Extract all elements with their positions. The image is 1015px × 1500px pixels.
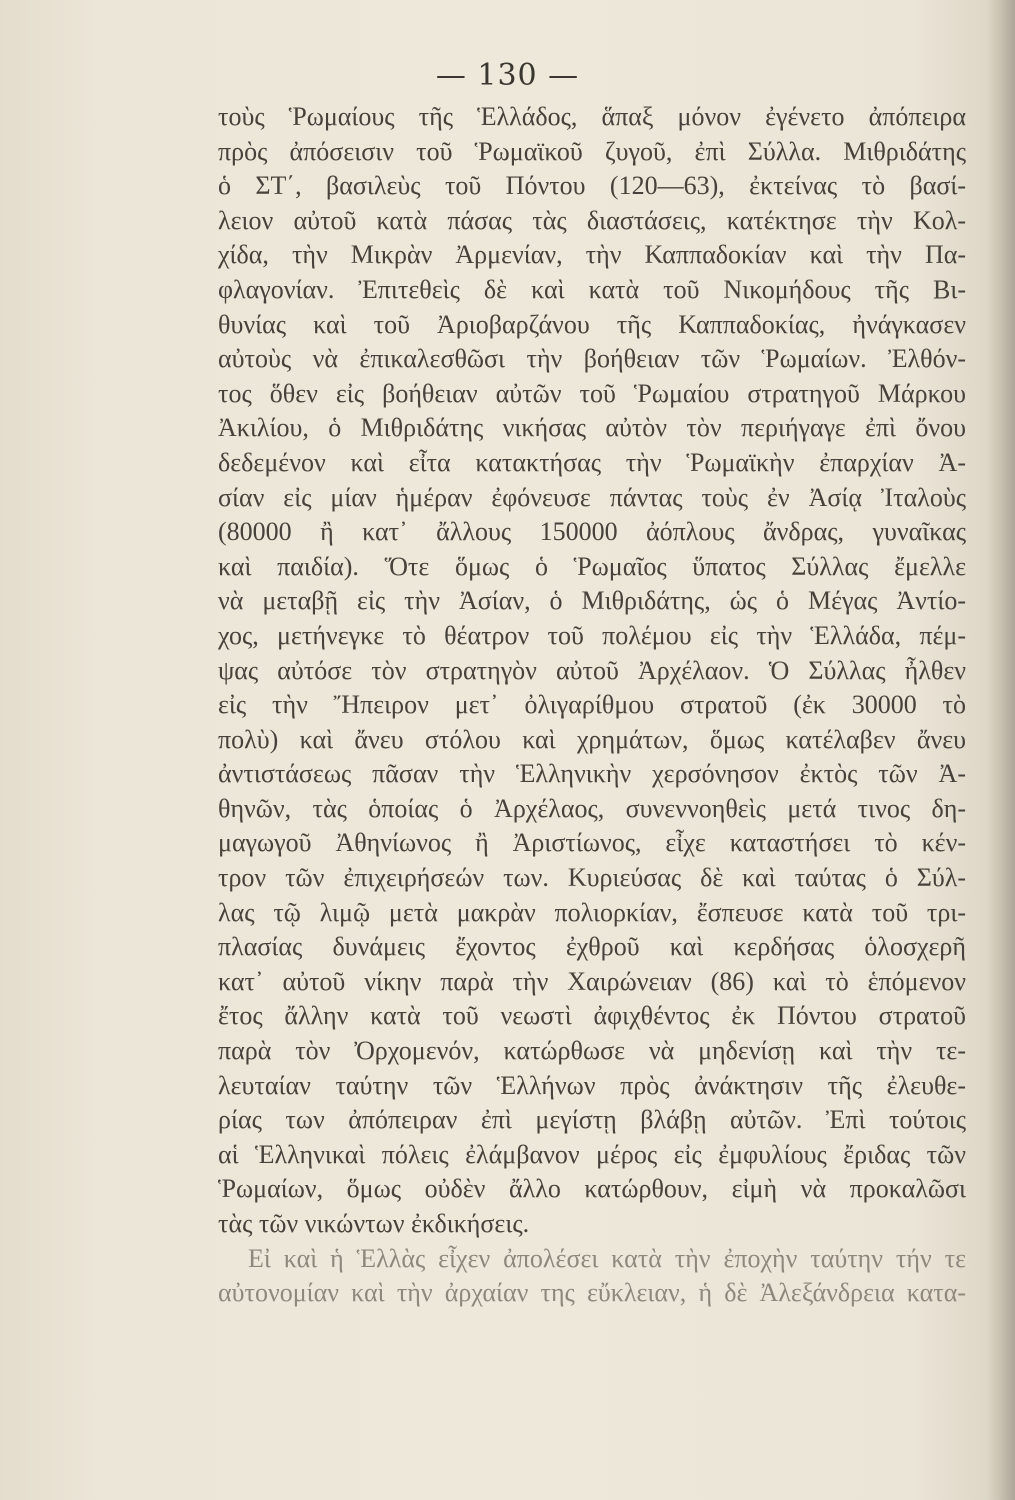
text-line: δεδεμένον καὶ εἶτα κατακτήσας τὴν Ῥωμαϊκὴν ἐπαρχίαν Ἀ- [218, 447, 966, 477]
text-line: αὐτονομίαν καὶ τὴν ἀρχαίαν της εὔκλειαν, ἡ δὲ Ἀλεξάνδρεια κατα- [218, 1278, 966, 1308]
text-line: νὰ μεταβῇ εἰς τὴν Ἀσίαν, ὁ Μιθριδάτης, ὡς ὁ Μέγας Ἀντίο- [218, 586, 966, 616]
text-line: μαγωγοῦ Ἀθηνίωνος ἢ Ἀριστίωνος, εἶχε καταστήσει τὸ κέν- [218, 828, 966, 858]
text-line: λειον αὐτοῦ κατὰ πάσας τὰς διαστάσεις, κατέκτησε τὴν Κολ- [218, 205, 966, 235]
text-line: ἀντιστάσεως πᾶσαν τὴν Ἑλληνικὴν χερσόνησον ἐκτὸς τῶν Ἀ- [218, 759, 966, 789]
text-line: Ῥωμαίων, ὅμως οὐδὲν ἄλλο κατώρθουν, εἰμὴ νὰ προκαλῶσι [218, 1174, 966, 1204]
text-line: θηνῶν, τὰς ὁποίας ὁ Ἀρχέλαος, συνεννοηθεὶς μετά τινος δη- [218, 793, 966, 823]
text-line: τοὺς Ῥωμαίους τῆς Ἑλλάδος, ἅπαξ μόνον ἐγένετο ἀπόπειρα [218, 102, 966, 131]
text-line: ἔτος ἄλλην κατὰ τοῦ νεωστὶ ἀφιχθέντος ἐκ Πόντου στρατοῦ [218, 1001, 966, 1031]
text-line: καὶ παιδία). Ὅτε ὅμως ὁ Ῥωμαῖος ὕπατος Σύλλας ἔμελλε [218, 551, 966, 581]
text-line: τὰς τῶν νικώντων ἐκδικήσεις. [218, 1209, 530, 1238]
text-line: πολὺ) καὶ ἄνευ στόλου καὶ χρημάτων, ὅμως κατέλαβεν ἄνευ [218, 724, 966, 754]
page-number: — 130 — [435, 58, 580, 93]
text-line: χίδα, τὴν Μικρὰν Ἀρμενίαν, τὴν Καππαδοκίαν καὶ τὴν Πα- [218, 240, 966, 270]
text-line: κατ᾽ αὐτοῦ νίκην παρὰ τὴν Χαιρώνειαν (86) καὶ τὸ ἑπόμενον [218, 966, 966, 996]
text-line: θυνίας καὶ τοῦ Ἀριοβαρζάνου τῆς Καππαδοκίας, ἠνάγκασεν [218, 309, 966, 339]
body-text [218, 100, 966, 1311]
paragraph-start-line: Εἰ καὶ ἡ Ἑλλὰς εἶχεν ἀπολέσει κατὰ τὴν ἐποχὴν ταύτην τήν τε [248, 1243, 966, 1273]
text-line: παρὰ τὸν Ὀρχομενόν, κατώρθωσε νὰ μηδενίσῃ καὶ τὴν τε- [218, 1036, 966, 1066]
text-line: πρὸς ἀπόσεισιν τοῦ Ῥωμαϊκοῦ ζυγοῦ, ἐπὶ Σύλλα. Μιθριδάτης [218, 136, 966, 166]
text-line: πλασίας δυνάμεις ἔχοντος ἐχθροῦ καὶ κερδήσας ὁλοσχερῆ [218, 932, 966, 962]
text-line: τος ὅθεν εἰς βοήθειαν αὐτῶν τοῦ Ῥωμαίου στρατηγοῦ Μάρκου [218, 378, 966, 408]
text-line: λας τῷ λιμῷ μετὰ μακρὰν πολιορκίαν, ἔσπευσε κατὰ τοῦ τρι- [218, 897, 966, 927]
text-line: φλαγονίαν. Ἐπιτεθεὶς δὲ καὶ κατὰ τοῦ Νικομήδους τῆς Βι- [218, 274, 966, 304]
text-line: (80000 ἢ κατ᾽ ἄλλους 150000 ἀόπλους ἄνδρας, γυναῖκας [218, 517, 966, 547]
text-line: ρίας των ἀπόπειραν ἐπὶ μεγίστῃ βλάβῃ αὐτῶν. Ἐπὶ τούτοις [218, 1105, 966, 1135]
text-line: σίαν εἰς μίαν ἡμέραν ἐφόνευσε πάντας τοὺς ἐν Ἀσίᾳ Ἰταλοὺς [218, 482, 966, 512]
text-line: ὁ ΣΤ΄, βασιλεὺς τοῦ Πόντου (120—63), ἐκτείνας τὸ βασί- [218, 171, 966, 201]
text-line: αὐτοὺς νὰ ἐπικαλεσθῶσι τὴν βοήθειαν τῶν Ῥωμαίων. Ἐλθόν- [218, 344, 966, 374]
text-line: χος, μετήνεγκε τὸ θέατρον τοῦ πολέμου εἰς τὴν Ἑλλάδα, πέμ- [218, 620, 966, 650]
text-line: Ἀκιλίου, ὁ Μιθριδάτης νικήσας αὐτὸν τὸν περιήγαγε ἐπὶ ὄνου [218, 413, 966, 443]
text-line: λευταίαν ταύτην τῶν Ἑλλήνων πρὸς ἀνάκτησιν τῆς ἐλευθε- [218, 1070, 966, 1100]
text-line: τρον τῶν ἐπιχειρήσεών των. Κυριεύσας δὲ καὶ ταύτας ὁ Σύλ- [218, 863, 966, 893]
page-edge-shadow [987, 0, 1015, 1500]
text-line: ψας αὐτόσε τὸν στρατηγὸν αὐτοῦ Ἀρχέλαον. Ὁ Σύλλας ἦλθεν [218, 655, 966, 685]
text-line: εἰς τὴν Ἤπειρον μετ᾽ ὀλιγαρίθμου στρατοῦ (ἐκ 30000 τὸ [218, 690, 966, 720]
text-line: αἱ Ἑλληνικαὶ πόλεις ἐλάμβανον μέρος εἰς ἐμφυλίους ἔριδας τῶν [218, 1139, 966, 1169]
